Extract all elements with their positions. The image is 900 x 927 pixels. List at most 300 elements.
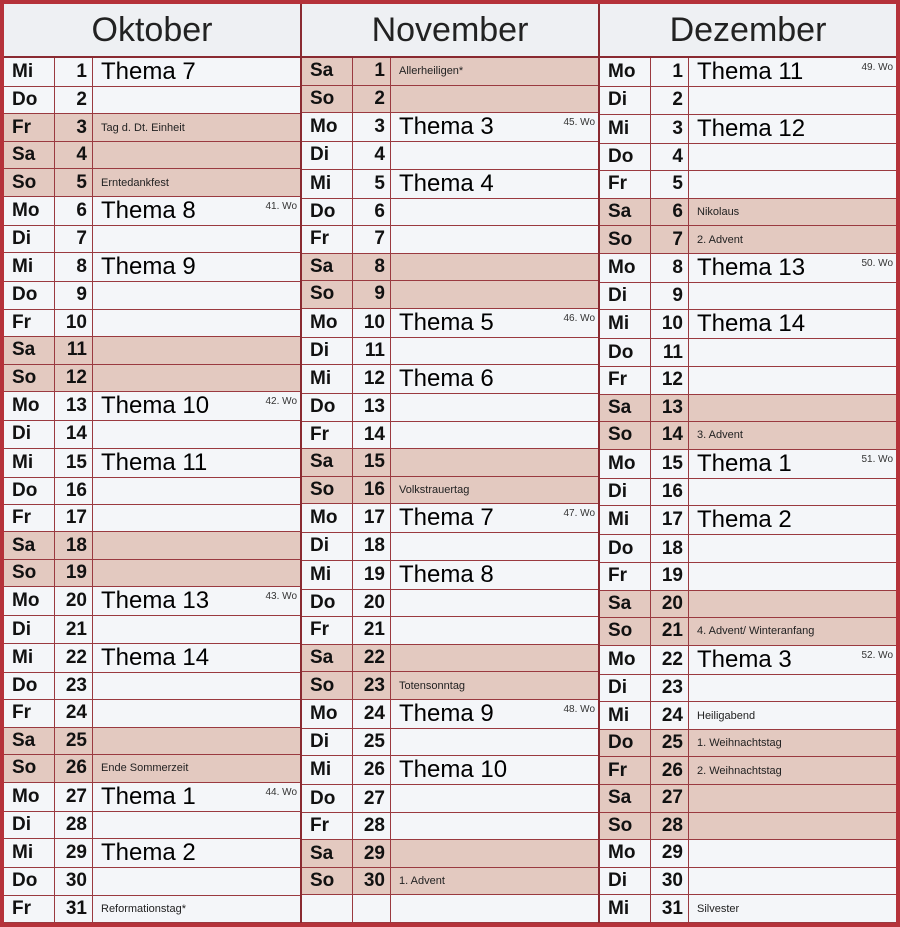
day-entry xyxy=(689,563,896,590)
day-entry xyxy=(391,504,598,532)
day-entry xyxy=(391,645,598,672)
day-row xyxy=(600,618,896,646)
topic-label: Thema 12 xyxy=(697,114,806,142)
day-entry xyxy=(93,282,300,308)
day-row xyxy=(302,729,598,757)
day-number: 22 xyxy=(651,646,689,674)
weekday-label: Mo xyxy=(600,840,651,867)
weekday-label: Mi xyxy=(600,310,651,338)
weekday-label: Do xyxy=(302,590,353,617)
day-row xyxy=(302,785,598,813)
day-entry xyxy=(391,590,598,617)
day-row xyxy=(4,755,300,782)
day-entry xyxy=(689,479,896,506)
day-number: 17 xyxy=(651,506,689,534)
day-row xyxy=(302,617,598,645)
day-number xyxy=(353,895,391,922)
day-number: 7 xyxy=(353,226,391,253)
weekday-label: Sa xyxy=(4,728,55,754)
day-row xyxy=(302,58,598,86)
day-number: 23 xyxy=(55,673,93,699)
day-number: 21 xyxy=(353,617,391,644)
day-entry xyxy=(93,505,300,531)
weekday-label: Di xyxy=(600,479,651,506)
weekday-label: Mo xyxy=(600,254,651,282)
day-number: 25 xyxy=(651,730,689,757)
day-entry xyxy=(391,142,598,169)
day-number: 7 xyxy=(55,226,93,252)
day-number: 16 xyxy=(55,478,93,504)
day-number: 26 xyxy=(651,757,689,784)
day-number: 24 xyxy=(651,702,689,729)
day-row xyxy=(600,646,896,675)
weekday-label: Sa xyxy=(302,449,353,476)
day-number: 8 xyxy=(55,253,93,281)
holiday-label: 1. Advent xyxy=(399,875,445,888)
weekday-label: Mi xyxy=(4,449,55,477)
day-number: 14 xyxy=(651,422,689,449)
day-row xyxy=(4,114,300,141)
day-entry xyxy=(93,868,300,894)
weekday-label: Mo xyxy=(302,113,353,141)
day-row xyxy=(302,449,598,477)
holiday-label: 2. Advent xyxy=(697,233,743,246)
day-number: 30 xyxy=(55,868,93,894)
day-entry xyxy=(93,560,300,586)
day-entry xyxy=(391,672,598,699)
week-number: 45. Wo xyxy=(563,117,595,129)
weekday-label: Fr xyxy=(302,617,353,644)
day-number: 13 xyxy=(55,392,93,420)
day-number: 24 xyxy=(353,700,391,728)
weekday-label: Di xyxy=(4,616,55,642)
weekday-label: Mi xyxy=(4,839,55,867)
holiday-label: Erntedankfest xyxy=(101,176,169,189)
weekday-label: So xyxy=(600,618,651,645)
day-number: 1 xyxy=(55,58,93,86)
day-row xyxy=(4,783,300,812)
day-entry xyxy=(93,728,300,754)
day-row xyxy=(302,365,598,394)
day-entry xyxy=(391,756,598,784)
holiday-label: Heiligabend xyxy=(697,709,756,722)
day-entry xyxy=(391,199,598,226)
weekday-label: Fr xyxy=(4,700,55,726)
day-number: 15 xyxy=(55,449,93,477)
weekday-label: Do xyxy=(600,144,651,171)
day-rows xyxy=(4,58,300,923)
day-entry xyxy=(391,309,598,337)
day-entry xyxy=(689,591,896,618)
day-row xyxy=(4,616,300,643)
day-row xyxy=(302,561,598,590)
weekday-label: Fr xyxy=(4,505,55,531)
topic-label: Thema 2 xyxy=(697,506,792,534)
weekday-label: Di xyxy=(600,283,651,310)
day-number: 27 xyxy=(353,785,391,812)
month-title: Oktober xyxy=(4,4,300,58)
day-row xyxy=(302,86,598,114)
weekday-label: Fr xyxy=(600,367,651,394)
weekday-label: Mi xyxy=(302,365,353,393)
day-entry xyxy=(93,478,300,504)
day-entry xyxy=(93,421,300,447)
day-row xyxy=(302,590,598,618)
day-entry xyxy=(689,618,896,645)
day-row xyxy=(600,339,896,367)
day-entry xyxy=(689,395,896,422)
weekday-label: So xyxy=(4,169,55,195)
day-number: 4 xyxy=(353,142,391,169)
day-number: 6 xyxy=(651,199,689,226)
holiday-label: 4. Advent/ Winteranfang xyxy=(697,625,815,638)
day-entry xyxy=(93,839,300,867)
holiday-label: Allerheiligen* xyxy=(399,65,464,78)
day-number: 16 xyxy=(353,477,391,504)
day-number: 19 xyxy=(651,563,689,590)
day-row xyxy=(302,504,598,533)
day-entry xyxy=(93,644,300,672)
day-number: 20 xyxy=(353,590,391,617)
topic-label: Thema 10 xyxy=(101,392,210,420)
weekday-label: Di xyxy=(4,812,55,838)
day-number: 17 xyxy=(55,505,93,531)
day-row xyxy=(600,254,896,283)
day-number: 16 xyxy=(651,479,689,506)
topic-label: Thema 8 xyxy=(101,196,196,224)
holiday-label: Silvester xyxy=(697,902,740,915)
day-entry xyxy=(391,281,598,308)
day-number: 6 xyxy=(55,197,93,225)
month-column xyxy=(302,4,600,923)
day-number: 27 xyxy=(651,785,689,812)
day-entry xyxy=(689,450,896,478)
day-entry xyxy=(391,533,598,560)
day-row xyxy=(600,785,896,813)
day-number: 18 xyxy=(651,535,689,562)
day-number: 10 xyxy=(353,309,391,337)
weekday-label: Di xyxy=(302,338,353,365)
day-entry xyxy=(689,283,896,310)
day-entry xyxy=(93,896,300,922)
day-number: 20 xyxy=(55,587,93,615)
day-number: 5 xyxy=(651,171,689,198)
weekday-label: Di xyxy=(600,87,651,114)
day-entry xyxy=(391,422,598,449)
day-row xyxy=(4,337,300,364)
topic-label: Thema 7 xyxy=(101,58,196,85)
weekday-label: Fr xyxy=(4,896,55,922)
day-row xyxy=(4,197,300,226)
day-entry xyxy=(689,506,896,534)
weekday-label: Mi xyxy=(600,702,651,729)
topic-label: Thema 1 xyxy=(101,782,196,810)
day-entry xyxy=(391,895,598,922)
day-number: 8 xyxy=(353,254,391,281)
topic-label: Thema 13 xyxy=(697,253,806,281)
day-entry xyxy=(391,561,598,589)
day-number: 9 xyxy=(651,283,689,310)
day-row xyxy=(600,506,896,535)
weekday-label: Di xyxy=(302,142,353,169)
day-entry xyxy=(93,197,300,225)
weekday-label: So xyxy=(600,422,651,449)
weekday-label: So xyxy=(302,86,353,113)
day-entry xyxy=(689,339,896,366)
weekday-label: Di xyxy=(4,421,55,447)
day-row xyxy=(4,532,300,559)
day-number: 13 xyxy=(353,394,391,421)
day-row xyxy=(600,535,896,563)
day-entry xyxy=(93,114,300,140)
day-number: 10 xyxy=(55,310,93,336)
topic-label: Thema 10 xyxy=(399,756,508,784)
day-entry xyxy=(93,616,300,642)
day-entry xyxy=(689,785,896,812)
month-column xyxy=(600,4,896,923)
day-row xyxy=(600,757,896,785)
topic-label: Thema 1 xyxy=(697,449,792,477)
holiday-label: Totensonntag xyxy=(399,679,466,692)
day-entry xyxy=(391,254,598,281)
week-number: 50. Wo xyxy=(861,257,893,269)
weekday-label: Fr xyxy=(302,813,353,840)
day-entry xyxy=(391,840,598,867)
weekday-label: Fr xyxy=(600,563,651,590)
day-number: 11 xyxy=(55,337,93,363)
day-number: 23 xyxy=(651,675,689,702)
day-number: 17 xyxy=(353,504,391,532)
weekday-label: Mo xyxy=(302,504,353,532)
day-number: 8 xyxy=(651,254,689,282)
day-row xyxy=(4,478,300,505)
day-row xyxy=(600,171,896,199)
weekday-label: Fr xyxy=(302,226,353,253)
day-entry xyxy=(689,675,896,702)
topic-label: Thema 11 xyxy=(101,448,208,476)
weekday-label: Fr xyxy=(4,310,55,336)
weekday-label: Mo xyxy=(600,450,651,478)
day-entry xyxy=(391,477,598,504)
day-entry xyxy=(93,449,300,477)
weekday-label: Fr xyxy=(600,171,651,198)
day-row xyxy=(600,840,896,868)
weekday-label: Do xyxy=(302,785,353,812)
weekday-label: So xyxy=(302,281,353,308)
day-number: 25 xyxy=(353,729,391,756)
weekday-label: So xyxy=(4,755,55,781)
day-number: 12 xyxy=(55,365,93,391)
day-entry xyxy=(93,58,300,86)
day-row xyxy=(600,479,896,507)
day-number: 1 xyxy=(651,58,689,86)
weekday-label: Fr xyxy=(4,114,55,140)
day-entry xyxy=(391,58,598,85)
day-entry xyxy=(689,115,896,143)
day-row xyxy=(4,839,300,868)
day-number: 29 xyxy=(353,840,391,867)
day-entry xyxy=(391,113,598,141)
day-row xyxy=(302,170,598,199)
day-entry xyxy=(93,226,300,252)
day-rows xyxy=(302,58,598,923)
day-number: 13 xyxy=(651,395,689,422)
weekday-label: Sa xyxy=(302,58,353,85)
day-row xyxy=(302,199,598,227)
weekday-label: Mo xyxy=(4,783,55,811)
weekday-label: Do xyxy=(4,673,55,699)
day-number: 25 xyxy=(55,728,93,754)
day-entry xyxy=(391,700,598,728)
topic-label: Thema 9 xyxy=(101,253,196,281)
week-number: 47. Wo xyxy=(563,508,595,520)
day-entry xyxy=(689,646,896,674)
day-row xyxy=(302,281,598,309)
day-entry xyxy=(689,757,896,784)
weekday-label: Do xyxy=(302,199,353,226)
day-entry xyxy=(93,812,300,838)
day-row xyxy=(600,730,896,758)
topic-label: Thema 14 xyxy=(697,310,806,338)
day-entry xyxy=(391,868,598,895)
day-number: 21 xyxy=(55,616,93,642)
day-row xyxy=(600,395,896,423)
day-number: 19 xyxy=(353,561,391,589)
weekday-label: Do xyxy=(4,868,55,894)
holiday-label: Tag d. Dt. Einheit xyxy=(101,121,185,134)
weekday-label: So xyxy=(4,365,55,391)
weekday-label: Sa xyxy=(302,840,353,867)
day-number: 15 xyxy=(353,449,391,476)
weekday-label: So xyxy=(600,226,651,253)
weekday-label: Do xyxy=(600,339,651,366)
weekday-label: Sa xyxy=(600,395,651,422)
day-entry xyxy=(689,367,896,394)
topic-label: Thema 7 xyxy=(399,504,494,532)
weekday-label: Di xyxy=(600,868,651,895)
day-number: 4 xyxy=(55,142,93,168)
day-entry xyxy=(93,700,300,726)
weekday-label: Mi xyxy=(4,253,55,281)
day-entry xyxy=(689,840,896,867)
holiday-label: 2. Weihnachtstag xyxy=(697,764,782,777)
day-row xyxy=(600,367,896,395)
day-row xyxy=(4,226,300,253)
weekday-label: Mi xyxy=(600,115,651,143)
day-number: 2 xyxy=(55,87,93,113)
day-row xyxy=(4,812,300,839)
week-number: 42. Wo xyxy=(265,396,297,408)
day-entry xyxy=(689,813,896,840)
day-entry xyxy=(689,199,896,226)
weekday-label xyxy=(302,895,353,922)
day-row xyxy=(4,896,300,923)
topic-label: Thema 8 xyxy=(399,560,494,588)
day-row xyxy=(302,254,598,282)
day-row xyxy=(600,226,896,254)
day-number: 12 xyxy=(651,367,689,394)
day-number: 9 xyxy=(55,282,93,308)
day-entry xyxy=(93,169,300,195)
holiday-label: 3. Advent xyxy=(697,429,743,442)
day-number: 11 xyxy=(651,339,689,366)
day-entry xyxy=(689,868,896,895)
day-row xyxy=(302,756,598,785)
day-row xyxy=(600,450,896,479)
day-number: 3 xyxy=(353,113,391,141)
day-number: 11 xyxy=(353,338,391,365)
day-row xyxy=(302,477,598,505)
day-number: 15 xyxy=(651,450,689,478)
day-number: 23 xyxy=(353,672,391,699)
day-row xyxy=(302,895,598,923)
weekday-label: Mo xyxy=(600,58,651,86)
weekday-label: Di xyxy=(600,675,651,702)
day-row xyxy=(302,672,598,700)
day-row xyxy=(4,169,300,196)
day-row xyxy=(600,115,896,144)
day-number: 20 xyxy=(651,591,689,618)
day-row xyxy=(302,226,598,254)
day-row xyxy=(4,58,300,87)
topic-label: Thema 2 xyxy=(101,839,196,867)
day-number: 14 xyxy=(353,422,391,449)
day-number: 6 xyxy=(353,199,391,226)
weekday-label: Sa xyxy=(302,645,353,672)
weekday-label: Mi xyxy=(4,58,55,86)
calendar-board xyxy=(4,4,896,923)
day-entry xyxy=(689,144,896,171)
weekday-label: Do xyxy=(600,535,651,562)
weekday-label: Sa xyxy=(4,142,55,168)
day-entry xyxy=(93,87,300,113)
day-row xyxy=(600,563,896,591)
weekday-label: Do xyxy=(4,478,55,504)
weekday-label: Do xyxy=(4,87,55,113)
weekday-label: So xyxy=(600,813,651,840)
day-number: 7 xyxy=(651,226,689,253)
day-entry xyxy=(93,253,300,281)
holiday-label: Ende Sommerzeit xyxy=(101,762,189,775)
day-row xyxy=(4,142,300,169)
week-number: 41. Wo xyxy=(265,200,297,212)
topic-label: Thema 14 xyxy=(101,643,210,671)
weekday-label: Sa xyxy=(302,254,353,281)
day-entry xyxy=(93,365,300,391)
month-title: Dezember xyxy=(600,4,896,58)
holiday-label: Reformationstag* xyxy=(101,902,186,915)
day-row xyxy=(600,87,896,115)
day-row xyxy=(4,868,300,895)
day-row xyxy=(600,144,896,172)
day-number: 31 xyxy=(55,896,93,922)
topic-label: Thema 9 xyxy=(399,699,494,727)
weekday-label: Sa xyxy=(4,532,55,558)
weekday-label: So xyxy=(302,868,353,895)
day-entry xyxy=(689,171,896,198)
day-number: 22 xyxy=(353,645,391,672)
weekday-label: Di xyxy=(302,729,353,756)
day-number: 14 xyxy=(55,421,93,447)
day-entry xyxy=(391,338,598,365)
holiday-label: 1. Weihnachtstag xyxy=(697,737,782,750)
day-row xyxy=(4,365,300,392)
day-number: 4 xyxy=(651,144,689,171)
weekday-label: Do xyxy=(4,282,55,308)
weekday-label: Mo xyxy=(302,309,353,337)
day-row xyxy=(4,449,300,478)
topic-label: Thema 3 xyxy=(399,113,494,141)
